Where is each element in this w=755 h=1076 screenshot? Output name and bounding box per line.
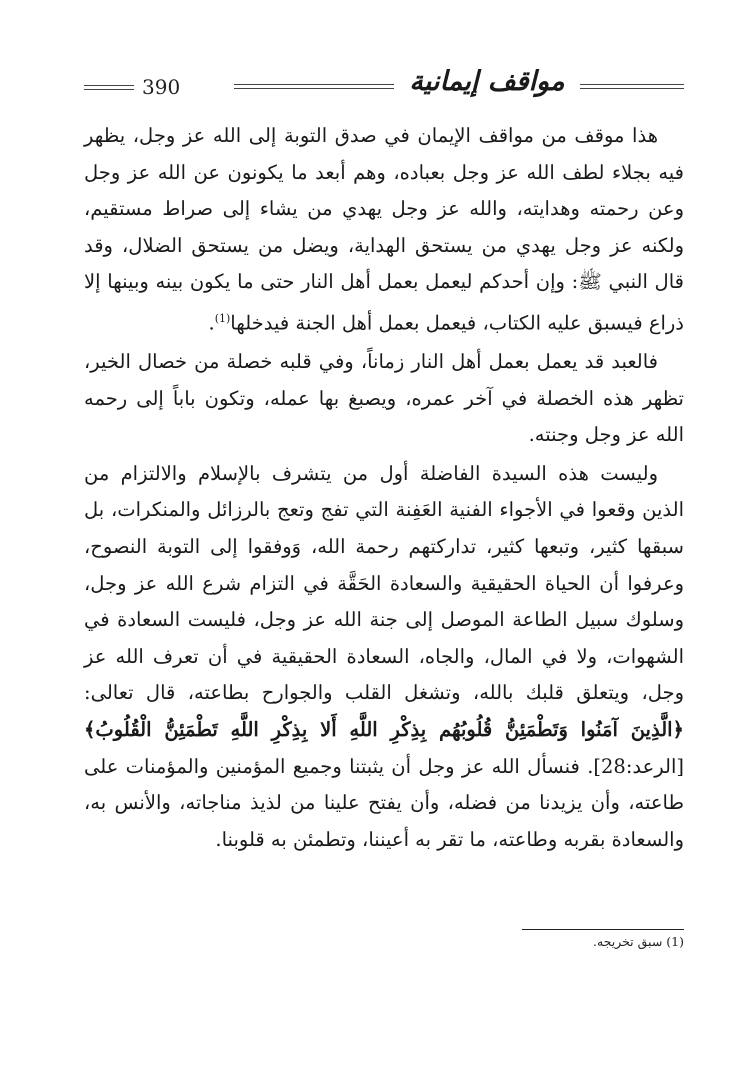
paragraph-1-end: .: [208, 311, 215, 335]
quran-verse: ﴿الَّذِينَ آمَنُوا وَتَطْمَئِنُّ قُلُوبُهُم بِذِكْرِ اللَّهِ أَلا بِذِكْرِ اللَّهِ تَطْمَئِنُّ الْقُلُوبُ﴾: [84, 718, 684, 741]
footnote-separator: [522, 929, 684, 930]
header-rule-left: [84, 85, 134, 90]
page-number: 390: [142, 75, 181, 99]
verse-reference: [الرعد:28].: [587, 754, 684, 778]
page-header: [84, 66, 684, 112]
header-rule-middle: [234, 84, 394, 89]
page-number-wrap: [84, 72, 204, 102]
footnote-reference: (1): [214, 311, 231, 325]
paragraph-3: [84, 456, 684, 859]
main-text: [84, 118, 684, 858]
paragraph-3-text: وليست هذه السيدة الفاضلة أول من يتشرف بالإسلام والالتزام من الذين وقعوا في الأجواء الفنية العَفِنة التي تفج وتعج بالرزائل والمنكرات، بل سبقها كثير، وتبعها كثير، تداركتهم رحمة الله، وَوفقوا إلى التوبة النصوح، وعرفوا أن الحياة الحقيقية والسعادة الحَقَّة في التزام شرع الله عز وجل، وسلوك سبيل الطاعة الموصل إلى جنة الله عز وجل، فليست السعادة في الشهوات، ولا في المال، والجاه، السعادة الحقيقية في أن تعرف الله عز وجل، ويتعلق قلبك بالله، وتشغل القلب والجوارح بطاعته، قال تعالى:: [84, 461, 684, 705]
footnote: (1) سبق تخريجه.: [592, 934, 684, 949]
paragraph-2: فالعبد قد يعمل بعمل أهل النار زماناً، وفي قلبه خصلة من خصال الخير، تظهر هذه الخصلة في آخر عمره، ويصبغ بها عمله، وتكون باباً إلى رحمه الله عز وجل وجنته.: [84, 350, 684, 447]
paragraph-3-end: فنسأل الله عز وجل أن يثبتنا وجميع المؤمنين والمؤمنات على طاعته، وأن يزيدنا من فضله، وأن يفتح علينا من لذيذ مناجاته، والأنس به، والسعادة بقربه وطاعته، ما تقر به أعيننا، وتطمئن به قلوبنا.: [84, 754, 684, 851]
paragraph-1-text: هذا موقف من مواقف الإيمان في صدق التوبة إلى الله عز وجل، يظهر فيه بجلاء لطف الله عز وجل بعباده، وهم أبعد ما يكونون عن الله عز وجل وعن رحمته وهدايته، والله عز وجل يهدي من يشاء إلى صراط مستقيم، ولكنه عز وجل يهدي من يستحق الهداية، ويضل من يستحق الضلال، وقد قال النبي ﷺ: وإن أحدكم ليعمل بعمل أهل النار حتى ما يكون بينه وبينها إلا ذراع فيسبق عليه الكتاب، فيعمل بعمل أهل الجنة فيدخلها: [84, 124, 684, 335]
paragraph-1: [84, 118, 684, 342]
header-rule-right: [580, 84, 684, 89]
running-title: مواقف إيمانية: [409, 66, 565, 97]
